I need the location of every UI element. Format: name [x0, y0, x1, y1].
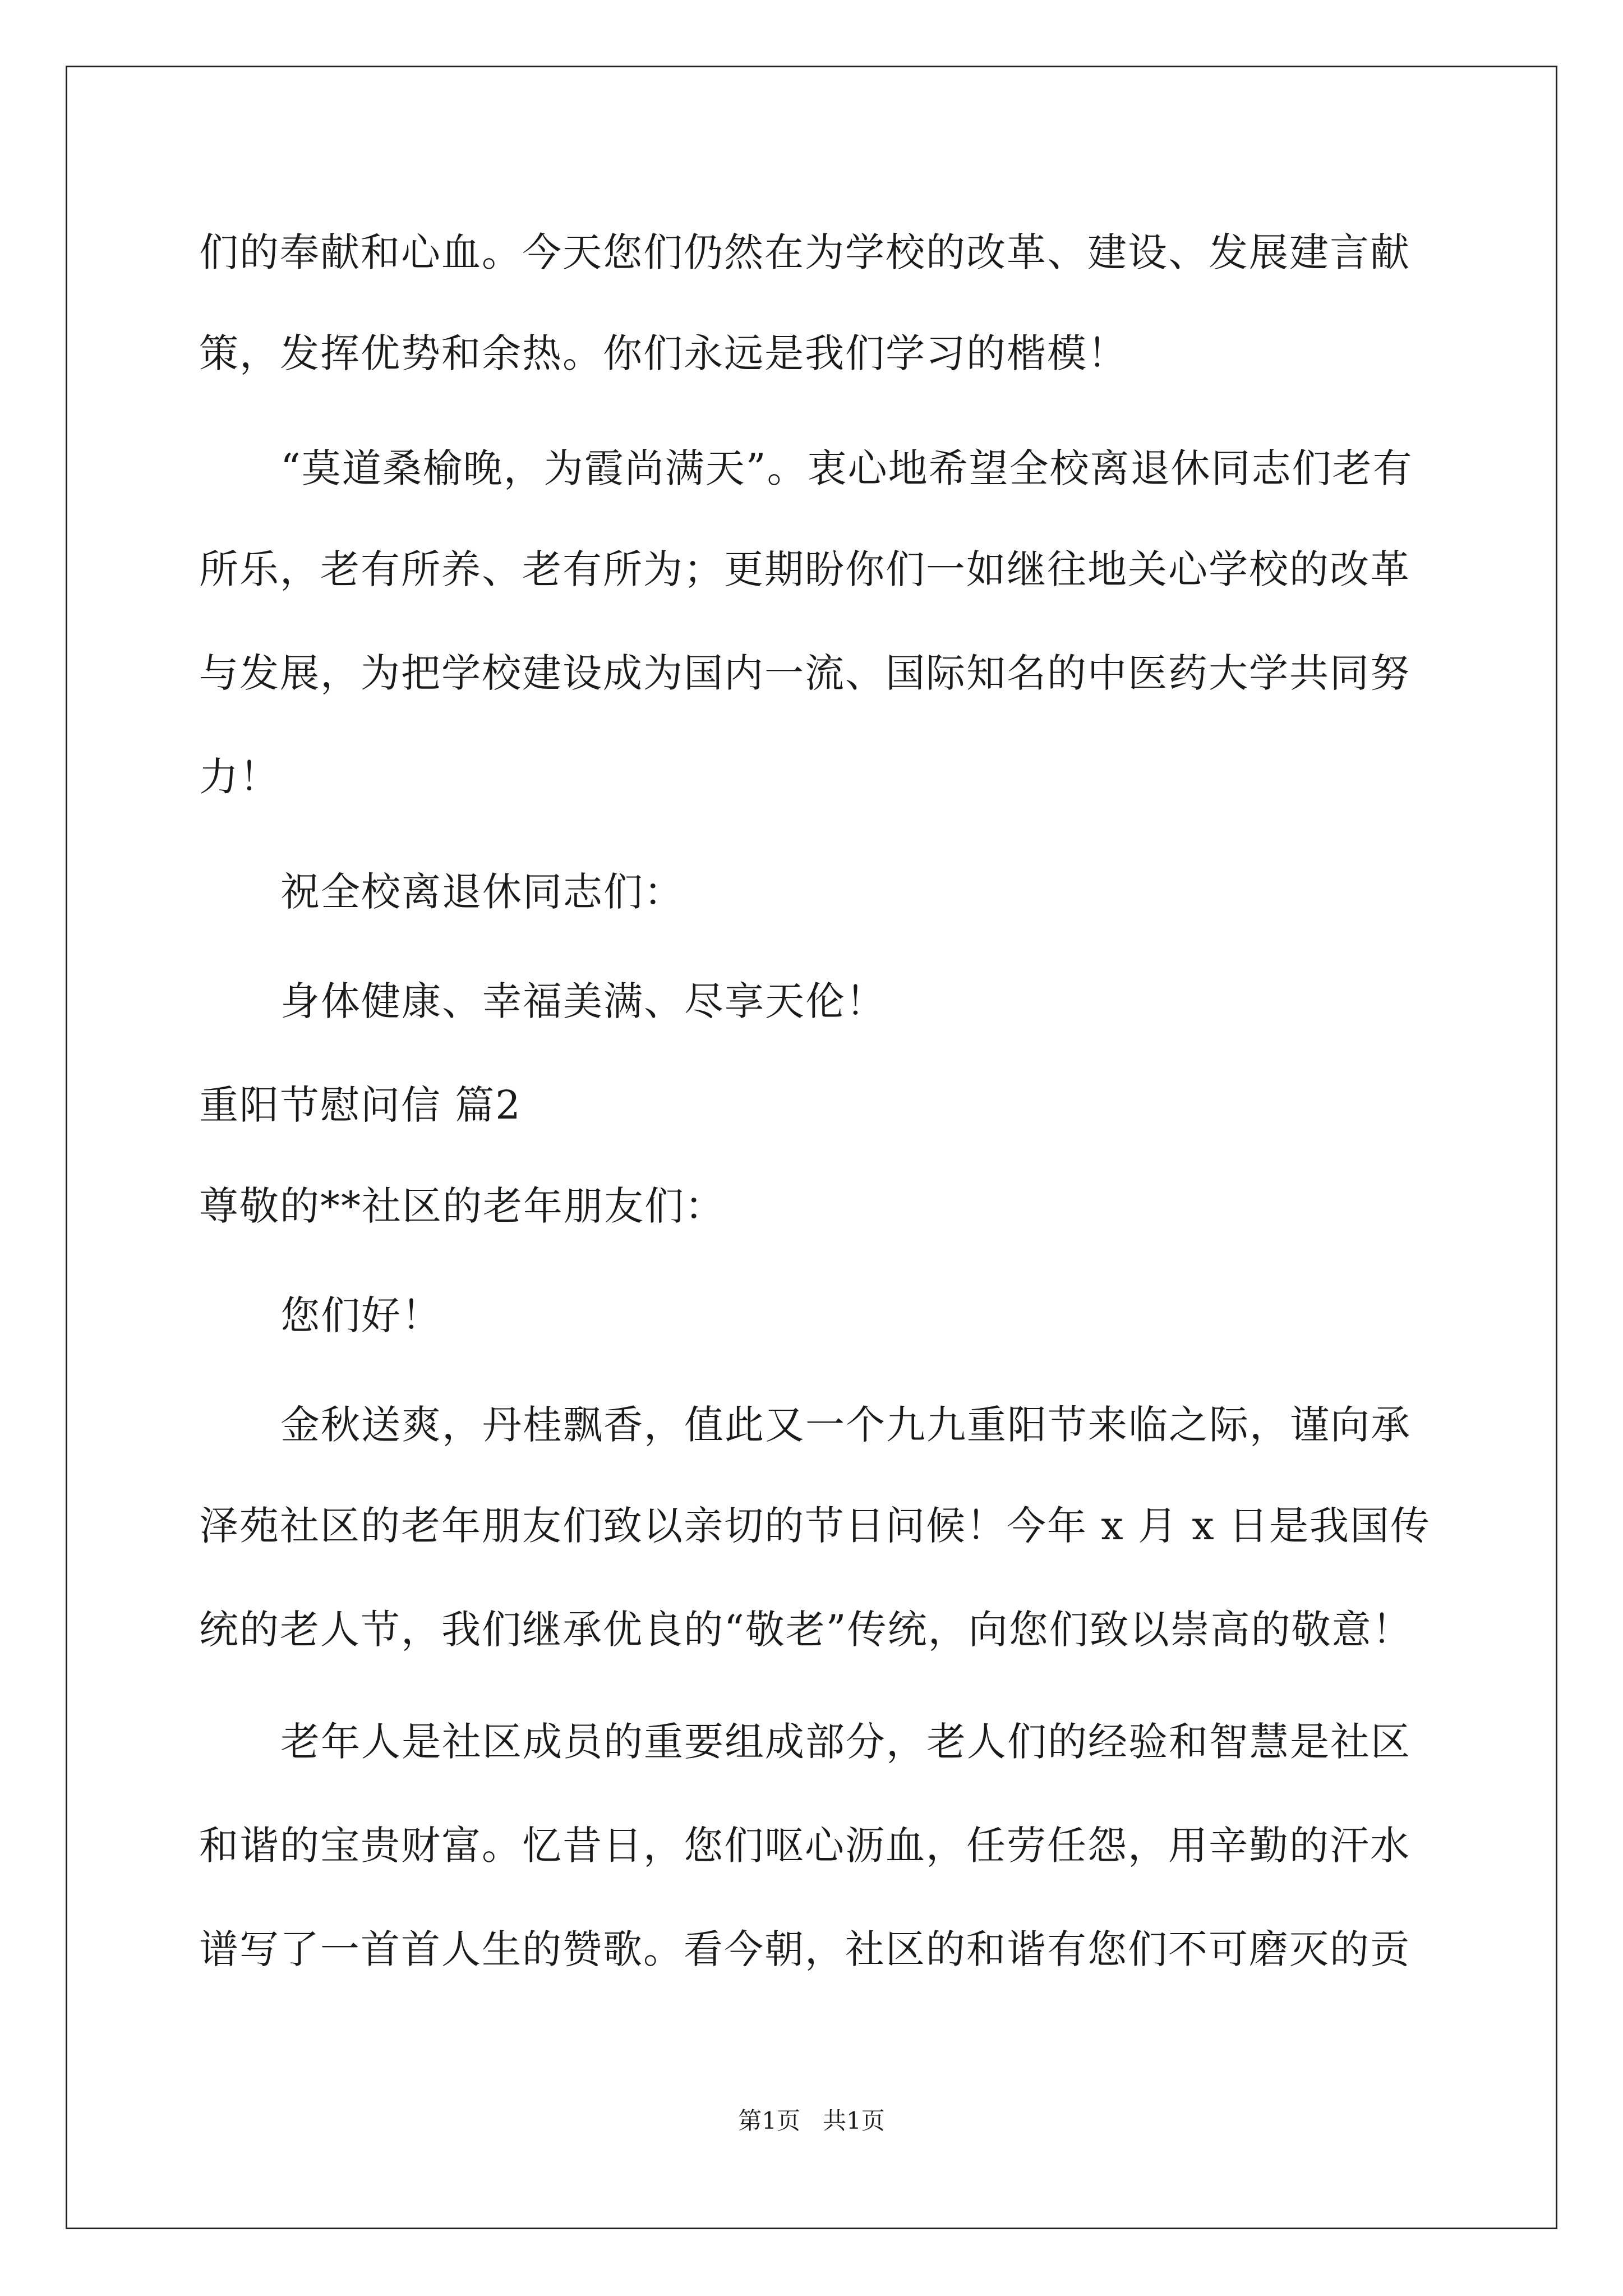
body-line: 统的老人节，我们继承优良的“敬老”传统，向您们致以崇高的敬意！	[199, 1607, 1413, 1653]
section-heading: 重阳节慰问信 篇2	[199, 1082, 522, 1128]
page-footer	[0, 2107, 1623, 2135]
page-number: 第1页	[738, 2107, 800, 2134]
body-line: 泽苑社区的老年朋友们致以亲切的节日问候！今年 x 月 x 日是我国传	[199, 1503, 1431, 1549]
body-line: 祝全校离退休同志们：	[280, 869, 684, 915]
body-line: 策，发挥优势和余热。你们永远是我们学习的楷模！	[199, 330, 1128, 376]
body-line: 金秋送爽，丹桂飘香，值此又一个九九重阳节来临之际，谨向承	[280, 1402, 1411, 1448]
body-line: 和谐的宝贵财富。忆昔日，您们呕心沥血，任劳任怨，用辛勤的汗水	[199, 1823, 1410, 1869]
body-line: 所乐，老有所养、老有所为；更期盼你们一如继往地关心学校的改革	[199, 546, 1410, 592]
salutation: 尊敬的**社区的老年朋友们：	[199, 1183, 725, 1229]
body-line: 谱写了一首首人生的赞歌。看今朝，社区的和谐有您们不可磨灭的贡	[199, 1926, 1410, 1972]
body-line: 老年人是社区成员的重要组成部分，老人们的经验和智慧是社区	[280, 1719, 1411, 1765]
page-border	[66, 66, 1557, 2229]
body-line: 身体健康、幸福美满、尽享天伦！	[280, 978, 886, 1024]
body-line: 与发展，为把学校建设成为国内一流、国际知名的中医药大学共同努	[199, 650, 1410, 696]
body-line: 力！	[199, 754, 280, 800]
greeting: 您们好！	[280, 1292, 442, 1338]
body-line: 们的奉献和心血。今天您们仍然在为学校的改革、建设、发展建言献	[199, 229, 1410, 275]
body-line: “莫道桑榆晚，为霞尚满天”。衷心地希望全校离退休同志们老有	[280, 445, 1413, 491]
page-total: 共1页	[823, 2107, 885, 2134]
